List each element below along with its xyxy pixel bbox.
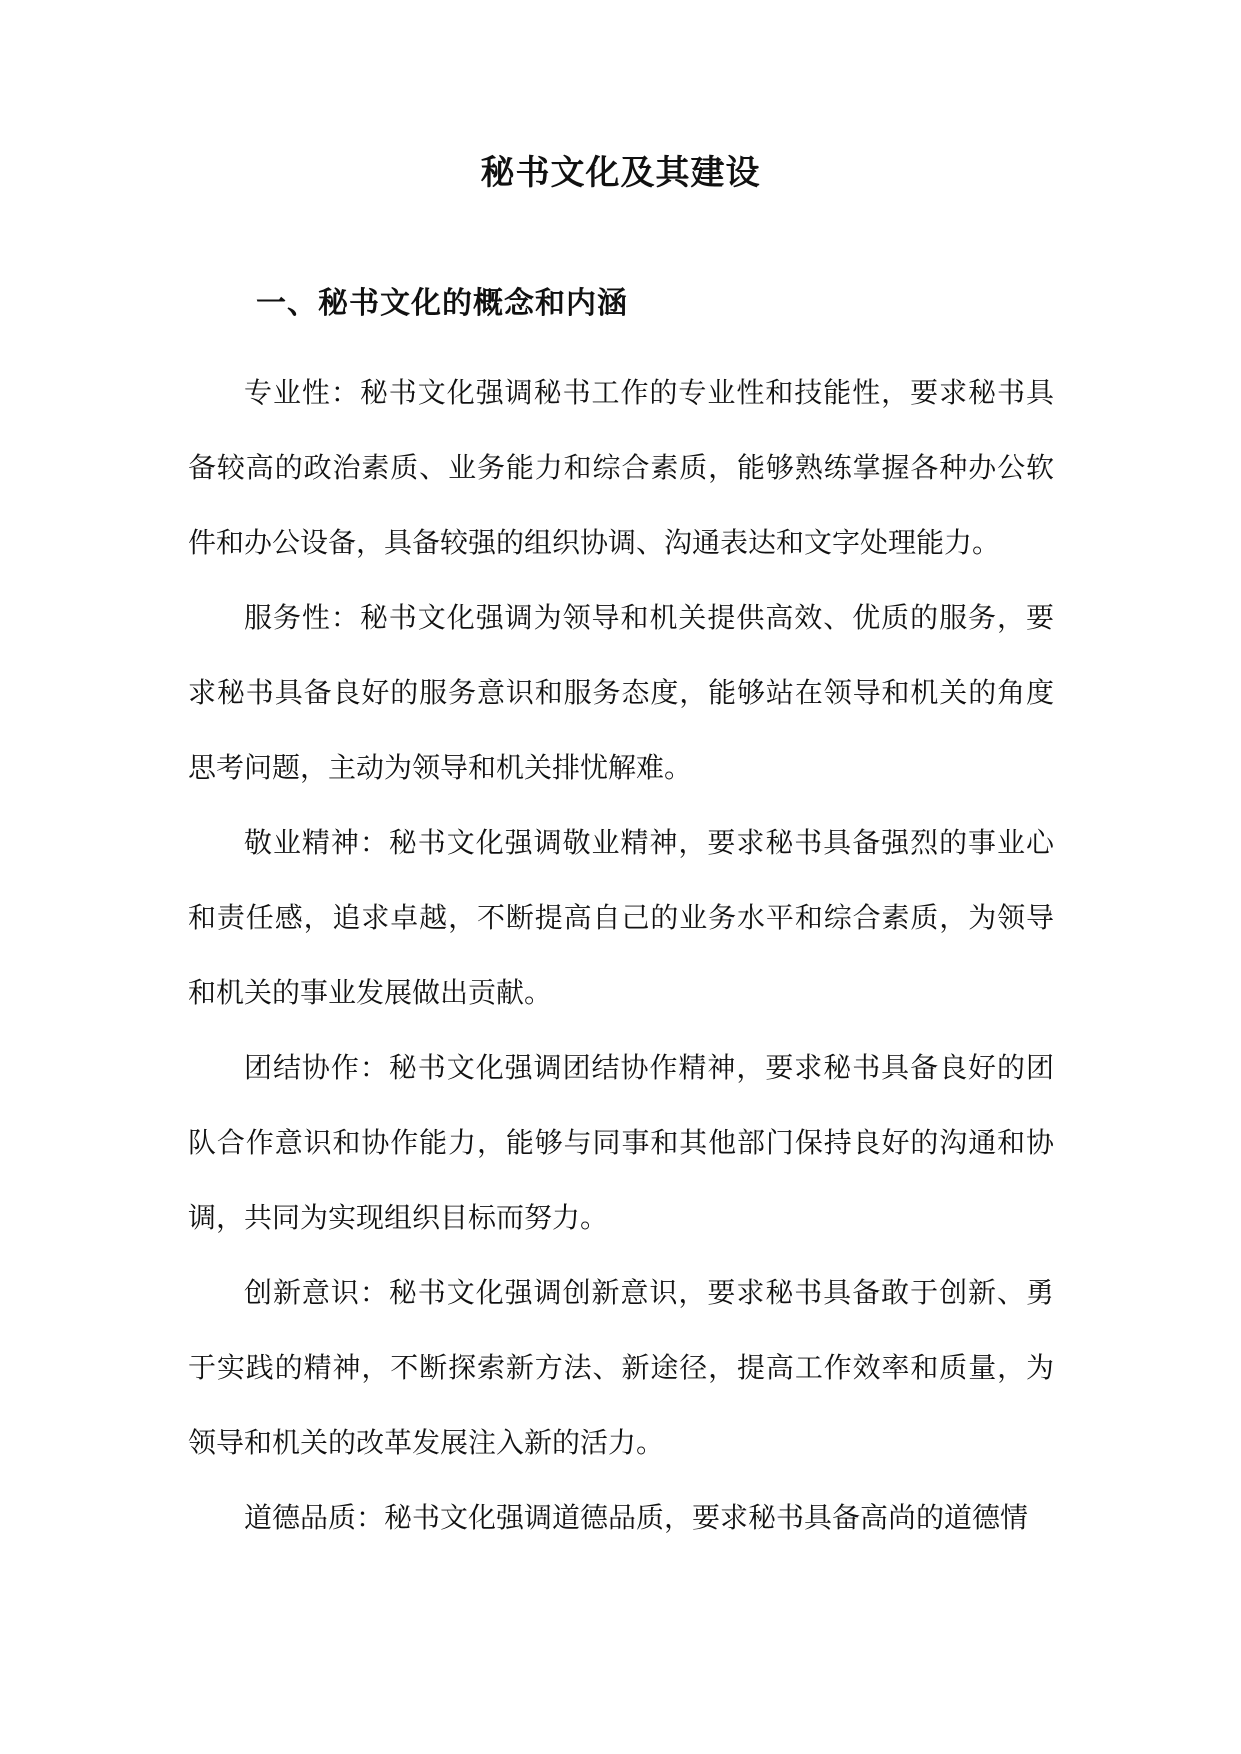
paragraph-innovation: 创新意识：秘书文化强调创新意识，要求秘书具备敢于创新、勇于实践的精神，不断探索新方法、新途径，提高工作效率和质量，为领导和机关的改革发展注入新的活力。: [188, 1276, 1054, 1459]
section-heading: 一、秘书文化的概念和内涵: [256, 286, 628, 321]
body-text: [188, 355, 1054, 1555]
document-title: 秘书文化及其建设: [480, 153, 761, 193]
paragraph-ethics: 道德品质：秘书文化强调道德品质，要求秘书具备高尚的道德情: [244, 1501, 1029, 1534]
paragraph-dedication: 敬业精神：秘书文化强调敬业精神，要求秘书具备强烈的事业心和责任感，追求卓越，不断提高自己的业务水平和综合素质，为领导和机关的事业发展做出贡献。: [188, 826, 1054, 1009]
paragraph-teamwork: 团结协作：秘书文化强调团结协作精神，要求秘书具备良好的团队合作意识和协作能力，能够与同事和其他部门保持良好的沟通和协调，共同为实现组织目标而努力。: [188, 1051, 1054, 1234]
paragraph-service: 服务性：秘书文化强调为领导和机关提供高效、优质的服务，要求秘书具备良好的服务意识和服务态度，能够站在领导和机关的角度思考问题，主动为领导和机关排忧解难。: [188, 601, 1054, 784]
paragraph-professionalism: 专业性：秘书文化强调秘书工作的专业性和技能性，要求秘书具备较高的政治素质、业务能力和综合素质，能够熟练掌握各种办公软件和办公设备，具备较强的组织协调、沟通表达和文字处理能力。: [188, 376, 1054, 559]
